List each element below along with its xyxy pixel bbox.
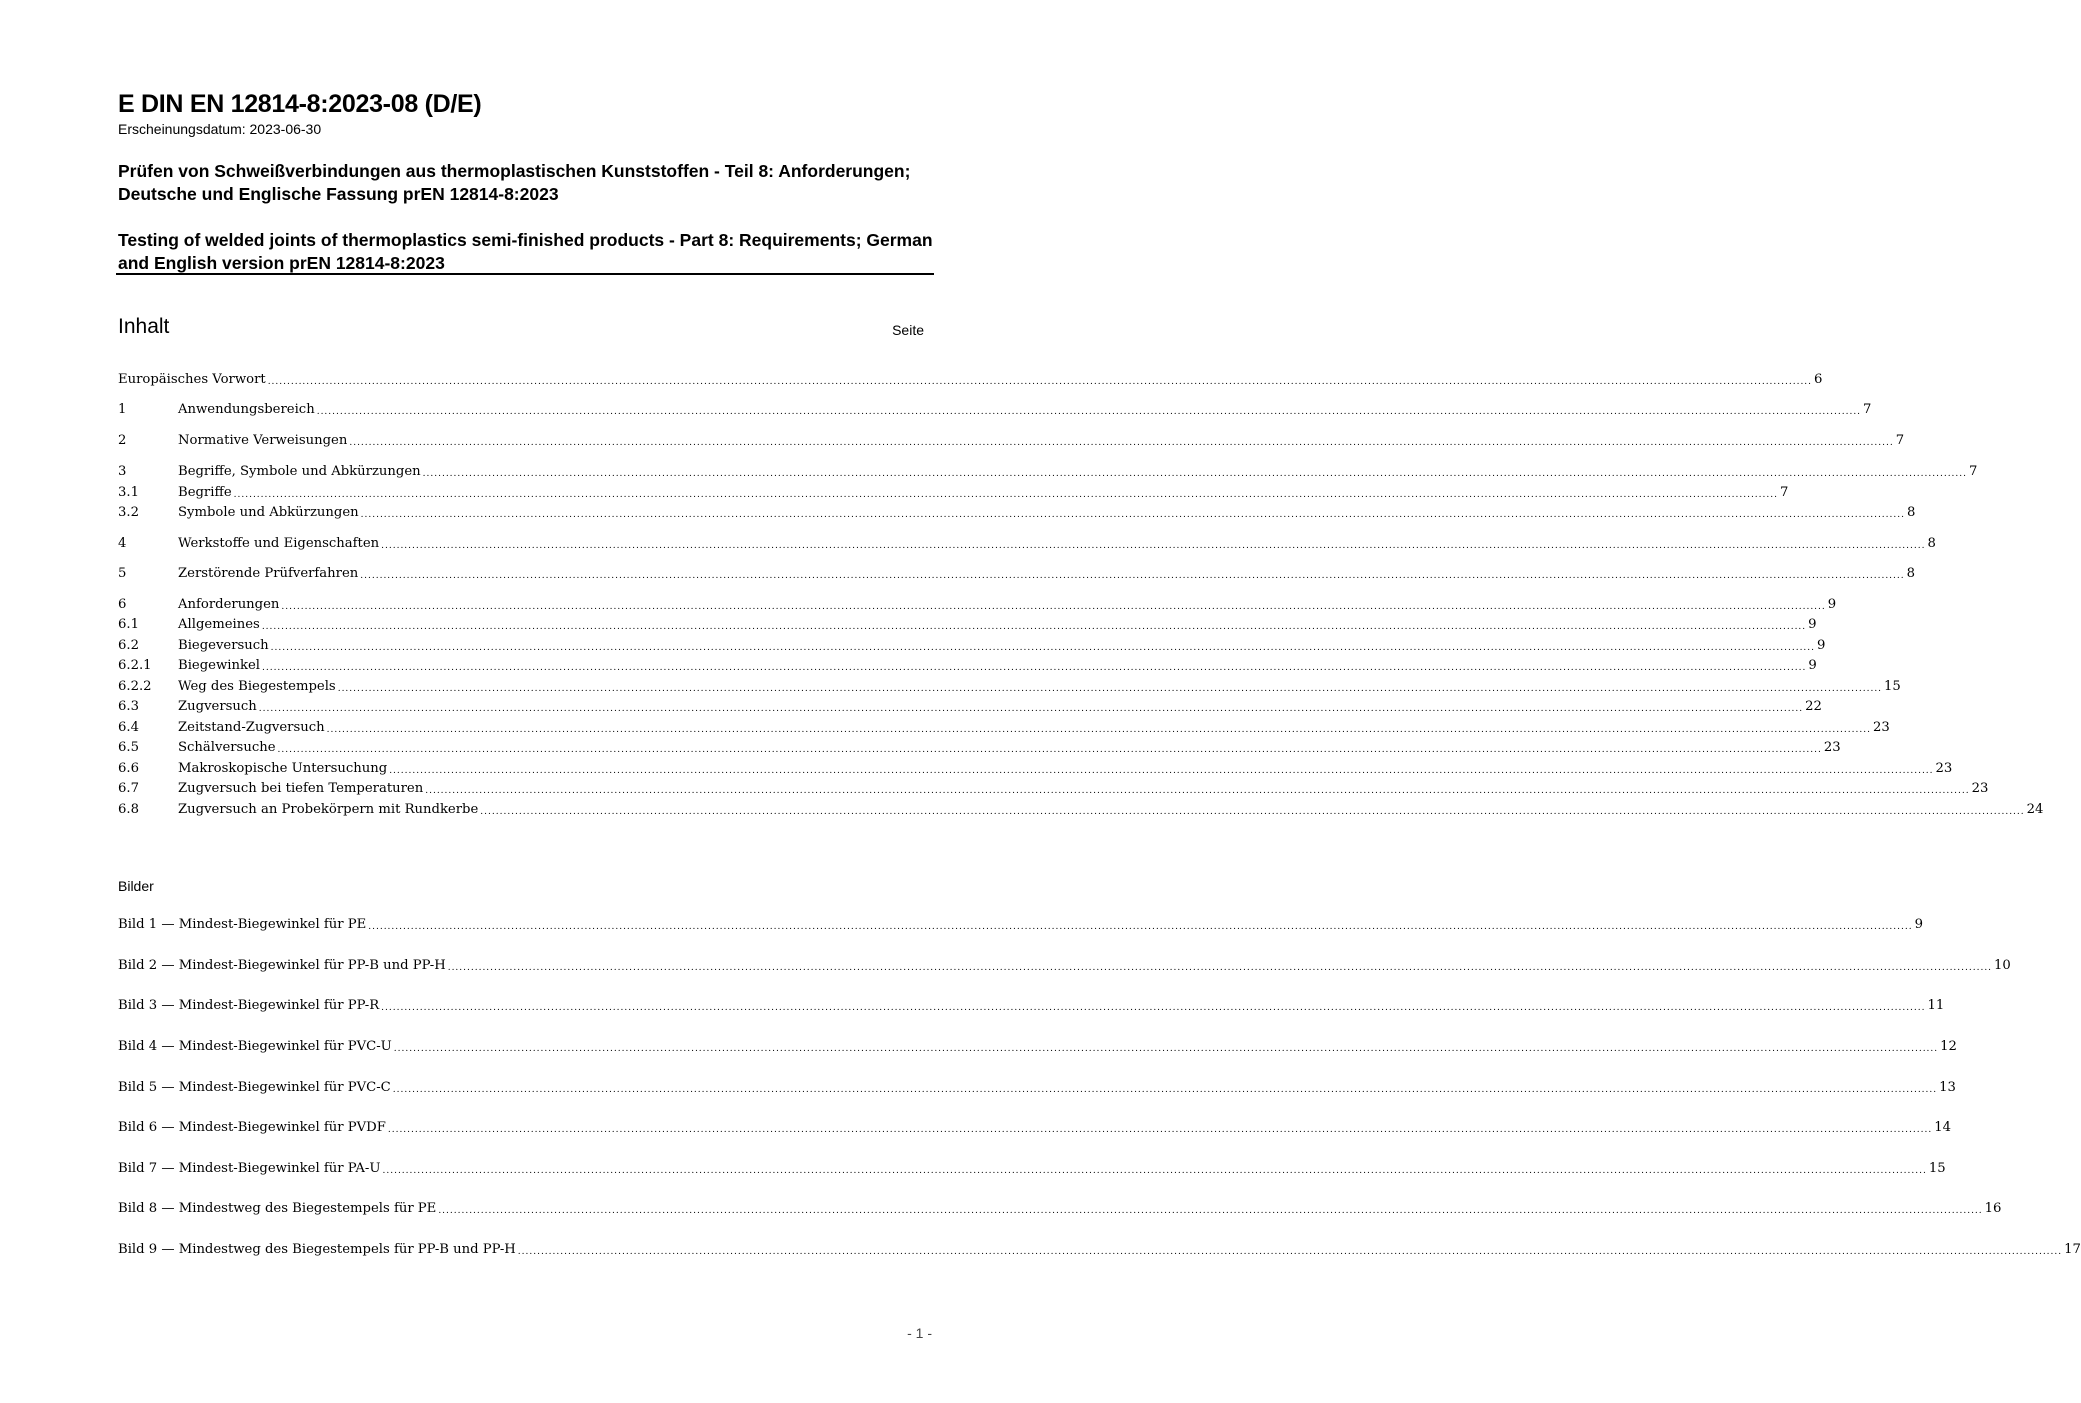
toc-entry[interactable] [118,800,2044,820]
figure-entry[interactable] [118,915,1923,935]
dot-leader: ................................................................................................................................................................................................................................................................................................................................................................................................................ [392,1085,1938,1095]
toc-entry-page: 6 [1814,372,1823,387]
toc-entry-page: 9 [1827,597,1837,612]
toc-entry-title: Biegeversuch [178,638,269,653]
figure-entry-title: Bild 8 — Mindestweg des Biegestempels für PE [118,1201,437,1216]
toc-entry[interactable] [118,656,1817,676]
dot-leader: ................................................................................................................................................................................................................................................................................................................................................................................................................ [326,725,1871,735]
dot-leader: ................................................................................................................................................................................................................................................................................................................................................................................................................ [393,1044,1939,1054]
toc-entry-title: Biegewinkel [178,658,260,673]
toc-entry-title: Allgemeines [178,617,260,632]
toc-entry-page: 8 [1906,566,1916,581]
toc-entry[interactable] [118,615,1817,635]
toc-entry[interactable] [118,483,1789,503]
toc-entry-title: Begriffe, Symbole und Abkürzungen [178,464,421,479]
figure-entry-title: Bild 6 — Mindest-Biegewinkel für PVDF [118,1120,386,1135]
dot-leader: ................................................................................................................................................................................................................................................................................................................................................................................................................ [258,704,1804,714]
figure-entry-title: Bild 7 — Mindest-Biegewinkel für PA-U [118,1161,381,1176]
toc-entry-number: 6.8 [118,802,139,817]
toc-entry-title: Zugversuch an Probekörpern mit Rundkerbe [178,802,479,817]
figure-entry[interactable] [118,996,1945,1016]
dot-leader: ................................................................................................................................................................................................................................................................................................................................................................................................................ [425,786,1970,796]
toc-entry-number: 6.2 [118,638,139,653]
toc-entry-page: 22 [1805,699,1822,714]
figure-entry[interactable] [118,1199,2002,1219]
figure-entry-title: Bild 9 — Mindestweg des Biegestempels für PP-B und PP-H [118,1242,516,1257]
figure-entry-title: Bild 3 — Mindest-Biegewinkel für PP-R [118,998,380,1013]
dot-leader: ................................................................................................................................................................................................................................................................................................................................................................................................................ [360,571,1905,581]
toc-entry-number: 6.3 [118,699,139,714]
figure-entry-title: Bild 5 — Mindest-Biegewinkel für PVC-C [118,1080,391,1095]
toc-entry-page: 7 [1779,485,1789,500]
dot-leader: ................................................................................................................................................................................................................................................................................................................................................................................................................ [381,1003,1926,1013]
toc-entry-title: Werkstoffe und Eigenschaften [178,536,380,551]
toc-entry-number: 3.2 [118,505,139,520]
dot-leader: ................................................................................................................................................................................................................................................................................................................................................................................................................ [389,766,1934,776]
toc-entry-page: 15 [1884,679,1901,694]
toc-entry[interactable] [118,431,1905,451]
dot-leader: ................................................................................................................................................................................................................................................................................................................................................................................................................ [422,469,1967,479]
figures-heading: Bilder [118,878,154,894]
toc-entry-page: 23 [1935,761,1953,776]
dot-leader: ................................................................................................................................................................................................................................................................................................................................................................................................................ [233,490,1778,500]
toc-entry-number: 6.2.2 [118,679,152,694]
figure-entry[interactable] [118,1118,1951,1138]
toc-entry-number: 6.1 [118,617,139,632]
toc-entry-title: Schälversuche [178,740,276,755]
figure-entry-page: 13 [1939,1080,1956,1095]
toc-entry-page: 7 [1895,433,1905,448]
toc-entry-title: Zugversuch bei tiefen Temperaturen [178,781,424,796]
toc-entry-title: Zerstörende Prüfverfahren [178,566,359,581]
toc-entry-number: 3.1 [118,485,139,500]
figure-entry[interactable] [118,956,2011,976]
toc-entry[interactable] [118,759,1953,779]
page-number: - 1 - [907,1325,932,1341]
toc-entry[interactable] [118,370,1823,390]
toc-entry-page: 23 [1823,740,1841,755]
toc-entry-title: Makroskopische Untersuchung [178,761,388,776]
toc-entry-number: 2 [118,433,127,448]
toc-entry-title: Anwendungsbereich [178,402,315,417]
toc-entry-title: Normative Verweisungen [178,433,348,448]
dot-leader: ................................................................................................................................................................................................................................................................................................................................................................................................................ [270,643,1816,653]
toc-entry-number: 6 [118,597,127,612]
figure-entry-title: Bild 4 — Mindest-Biegewinkel für PVC-U [118,1039,392,1054]
figure-entry-title: Bild 1 — Mindest-Biegewinkel für PE [118,917,367,932]
toc-entry-page: 9 [1817,638,1826,653]
toc-entry-title: Symbole und Abkürzungen [178,505,359,520]
figure-entry-page: 15 [1928,1161,1946,1176]
figure-entry[interactable] [118,1240,2081,1260]
dot-leader: ................................................................................................................................................................................................................................................................................................................................................................................................................ [360,510,1905,520]
toc-entry-page: 8 [1906,505,1916,520]
toc-entry-title: Anforderungen [178,597,280,612]
toc-entry-number: 1 [118,402,127,417]
toc-entry[interactable] [118,779,1989,799]
dot-leader: ................................................................................................................................................................................................................................................................................................................................................................................................................ [349,438,1894,448]
toc-entry-page: 23 [1872,720,1890,735]
toc-entry-page: 9 [1808,658,1817,673]
dot-leader: ................................................................................................................................................................................................................................................................................................................................................................................................................ [517,1247,2063,1257]
publication-date: Erscheinungsdatum: 2023-06-30 [118,121,322,137]
toc-entry-page: 23 [1971,781,1989,796]
title-divider [116,273,934,275]
dot-leader: ................................................................................................................................................................................................................................................................................................................................................................................................................ [381,541,1926,551]
figure-entry[interactable] [118,1159,1946,1179]
toc-entry[interactable] [118,564,1916,584]
toc-entry[interactable] [118,534,1936,554]
toc-entry-number: 5 [118,566,127,581]
toc-entry[interactable] [118,718,1890,738]
toc-entry[interactable] [118,503,1916,523]
document-id: E DIN EN 12814-8:2023-08 (D/E) [118,90,482,118]
toc-entry-title: Weg des Biegestempels [178,679,336,694]
toc-entry-page: 24 [2026,802,2044,817]
toc-entry-page: 9 [1808,617,1817,632]
toc-entry[interactable] [118,595,1837,615]
dot-leader: ................................................................................................................................................................................................................................................................................................................................................................................................................ [387,1125,1933,1135]
figure-entry-page: 16 [1984,1201,2002,1216]
toc-entry-number: 6.6 [118,761,139,776]
dot-leader: ................................................................................................................................................................................................................................................................................................................................................................................................................ [368,922,1913,932]
toc-entry[interactable] [118,697,1822,717]
figure-entry[interactable] [118,1037,1957,1057]
toc-entry-page: 8 [1927,536,1936,551]
toc-entry[interactable] [118,636,1826,656]
dot-leader: ................................................................................................................................................................................................................................................................................................................................................................................................................ [261,622,1807,632]
toc-entry-page: 7 [1969,464,1978,479]
figure-entry-title: Bild 2 — Mindest-Biegewinkel für PP-B und PP-H [118,958,446,973]
dot-leader: ................................................................................................................................................................................................................................................................................................................................................................................................................ [261,663,1807,673]
figure-entry-page: 14 [1934,1120,1951,1135]
dot-leader: ................................................................................................................................................................................................................................................................................................................................................................................................................ [316,407,1862,417]
toc-entry-number: 6.2.1 [118,658,152,673]
toc-entry-number: 3 [118,464,127,479]
figure-entry-page: 11 [1927,998,1945,1013]
toc-entry-title: Europäisches Vorwort [118,372,266,387]
toc-entry-number: 6.7 [118,781,139,796]
dot-leader: ................................................................................................................................................................................................................................................................................................................................................................................................................ [438,1206,1983,1216]
toc-entry-number: 6.4 [118,720,139,735]
title-german: Prüfen von Schweißverbindungen aus thermoplastischen Kunststoffen - Teil 8: Anforderungen; Deutsche und Englische Fassung prEN 12814-8:2023 [118,161,911,204]
toc-entry-title: Begriffe [178,485,232,500]
dot-leader: ................................................................................................................................................................................................................................................................................................................................................................................................................ [277,745,1822,755]
toc-entry-number: 6.5 [118,740,139,755]
toc-entry-number: 4 [118,536,127,551]
toc-entry[interactable] [118,677,1901,697]
toc-entry[interactable] [118,738,1841,758]
figure-entry-page: 12 [1940,1039,1957,1054]
dot-leader: ................................................................................................................................................................................................................................................................................................................................................................................................................ [480,807,2025,817]
title-english: Testing of welded joints of thermoplastics semi-finished products - Part 8: Requirements; German and English version prEN 12814-8:2023 [118,230,933,273]
dot-leader: ................................................................................................................................................................................................................................................................................................................................................................................................................ [337,684,1883,694]
toc-entry-title: Zeitstand-Zugversuch [178,720,325,735]
figure-entry-page: 9 [1914,917,1923,932]
dot-leader: ................................................................................................................................................................................................................................................................................................................................................................................................................ [267,377,1813,387]
toc-entry[interactable] [118,400,1872,420]
figure-entry-page: 17 [2064,1242,2081,1257]
figure-entry-page: 10 [1994,958,2011,973]
toc-entry-title: Zugversuch [178,699,257,714]
dot-leader: ................................................................................................................................................................................................................................................................................................................................................................................................................ [382,1166,1927,1176]
toc-entry[interactable] [118,462,1978,482]
toc-heading: Inhalt [118,315,170,338]
dot-leader: ................................................................................................................................................................................................................................................................................................................................................................................................................ [447,963,1993,973]
figure-entry[interactable] [118,1078,1956,1098]
toc-page-column-label: Seite [892,322,924,338]
toc-entry-page: 7 [1863,402,1872,417]
dot-leader: ................................................................................................................................................................................................................................................................................................................................................................................................................ [281,602,1826,612]
